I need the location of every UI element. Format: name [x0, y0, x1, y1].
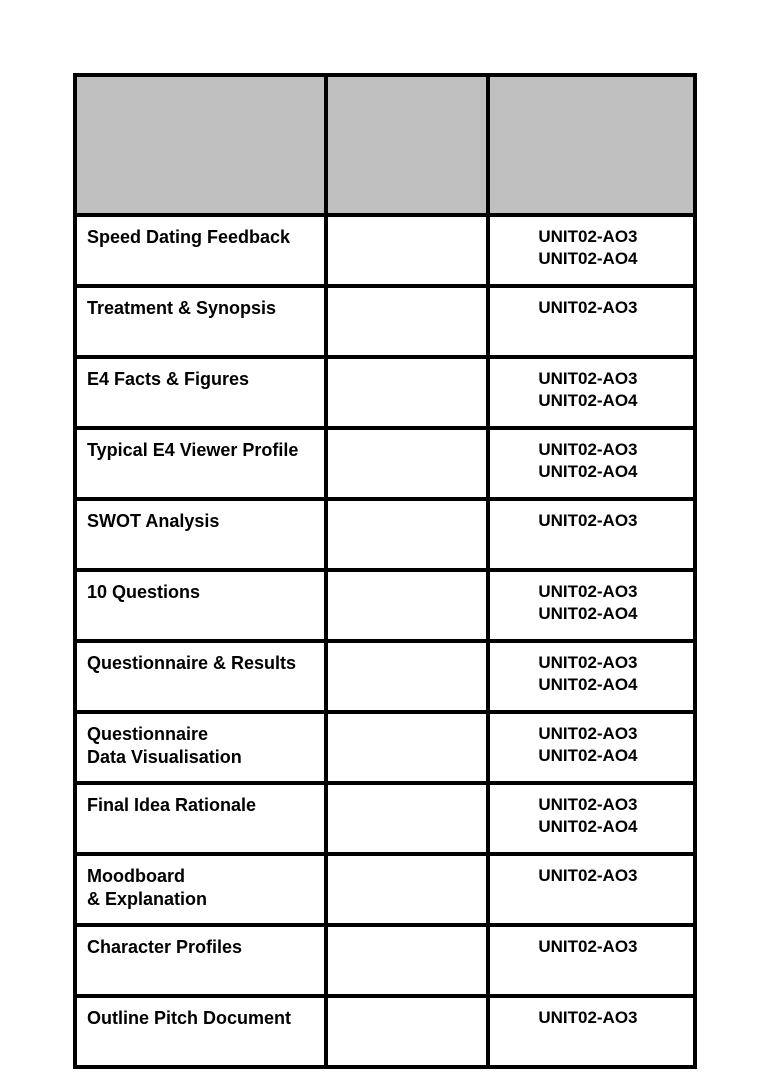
- status-cell: [328, 572, 486, 639]
- header-cell-criteria: [490, 77, 693, 213]
- criteria-cell: UNIT02-AO3 UNIT02-AO4: [490, 430, 693, 497]
- status-cell: [328, 998, 486, 1065]
- table-row: [77, 217, 693, 284]
- table-row: [77, 998, 693, 1065]
- task-cell: 10 Questions: [77, 572, 324, 639]
- criteria-cell: UNIT02-AO3: [490, 288, 693, 355]
- status-cell: [328, 217, 486, 284]
- table-row: [77, 572, 693, 639]
- task-cell: Questionnaire Data Visualisation: [77, 714, 324, 781]
- task-cell: Moodboard & Explanation: [77, 856, 324, 923]
- criteria-cell: UNIT02-AO3 UNIT02-AO4: [490, 572, 693, 639]
- table-header-row: [77, 77, 693, 213]
- task-cell: Speed Dating Feedback: [77, 217, 324, 284]
- table-row: [77, 430, 693, 497]
- table-row: [77, 359, 693, 426]
- table-row: [77, 785, 693, 852]
- criteria-cell: UNIT02-AO3 UNIT02-AO4: [490, 714, 693, 781]
- header-cell-status: [328, 77, 486, 213]
- table-row: [77, 927, 693, 994]
- table-row: [77, 714, 693, 781]
- checklist-body: [77, 77, 693, 1065]
- criteria-cell: UNIT02-AO3: [490, 927, 693, 994]
- status-cell: [328, 785, 486, 852]
- header-cell-task: [77, 77, 324, 213]
- status-cell: [328, 288, 486, 355]
- status-cell: [328, 714, 486, 781]
- status-cell: [328, 430, 486, 497]
- criteria-cell: UNIT02-AO3 UNIT02-AO4: [490, 359, 693, 426]
- criteria-cell: UNIT02-AO3: [490, 998, 693, 1065]
- task-cell: Outline Pitch Document: [77, 998, 324, 1065]
- task-cell: SWOT Analysis: [77, 501, 324, 568]
- status-cell: [328, 643, 486, 710]
- task-cell: Final Idea Rationale: [77, 785, 324, 852]
- status-cell: [328, 359, 486, 426]
- status-cell: [328, 927, 486, 994]
- criteria-cell: UNIT02-AO3 UNIT02-AO4: [490, 785, 693, 852]
- criteria-cell: UNIT02-AO3: [490, 856, 693, 923]
- task-cell: Typical E4 Viewer Profile: [77, 430, 324, 497]
- task-cell: Character Profiles: [77, 927, 324, 994]
- status-cell: [328, 501, 486, 568]
- task-cell: E4 Facts & Figures: [77, 359, 324, 426]
- task-cell: Treatment & Synopsis: [77, 288, 324, 355]
- task-cell: Questionnaire & Results: [77, 643, 324, 710]
- status-cell: [328, 856, 486, 923]
- table-row: [77, 288, 693, 355]
- criteria-cell: UNIT02-AO3 UNIT02-AO4: [490, 643, 693, 710]
- criteria-cell: UNIT02-AO3 UNIT02-AO4: [490, 217, 693, 284]
- table-row: [77, 856, 693, 923]
- table-row: [77, 643, 693, 710]
- checklist-table: [73, 73, 697, 1069]
- table-row: [77, 501, 693, 568]
- criteria-cell: UNIT02-AO3: [490, 501, 693, 568]
